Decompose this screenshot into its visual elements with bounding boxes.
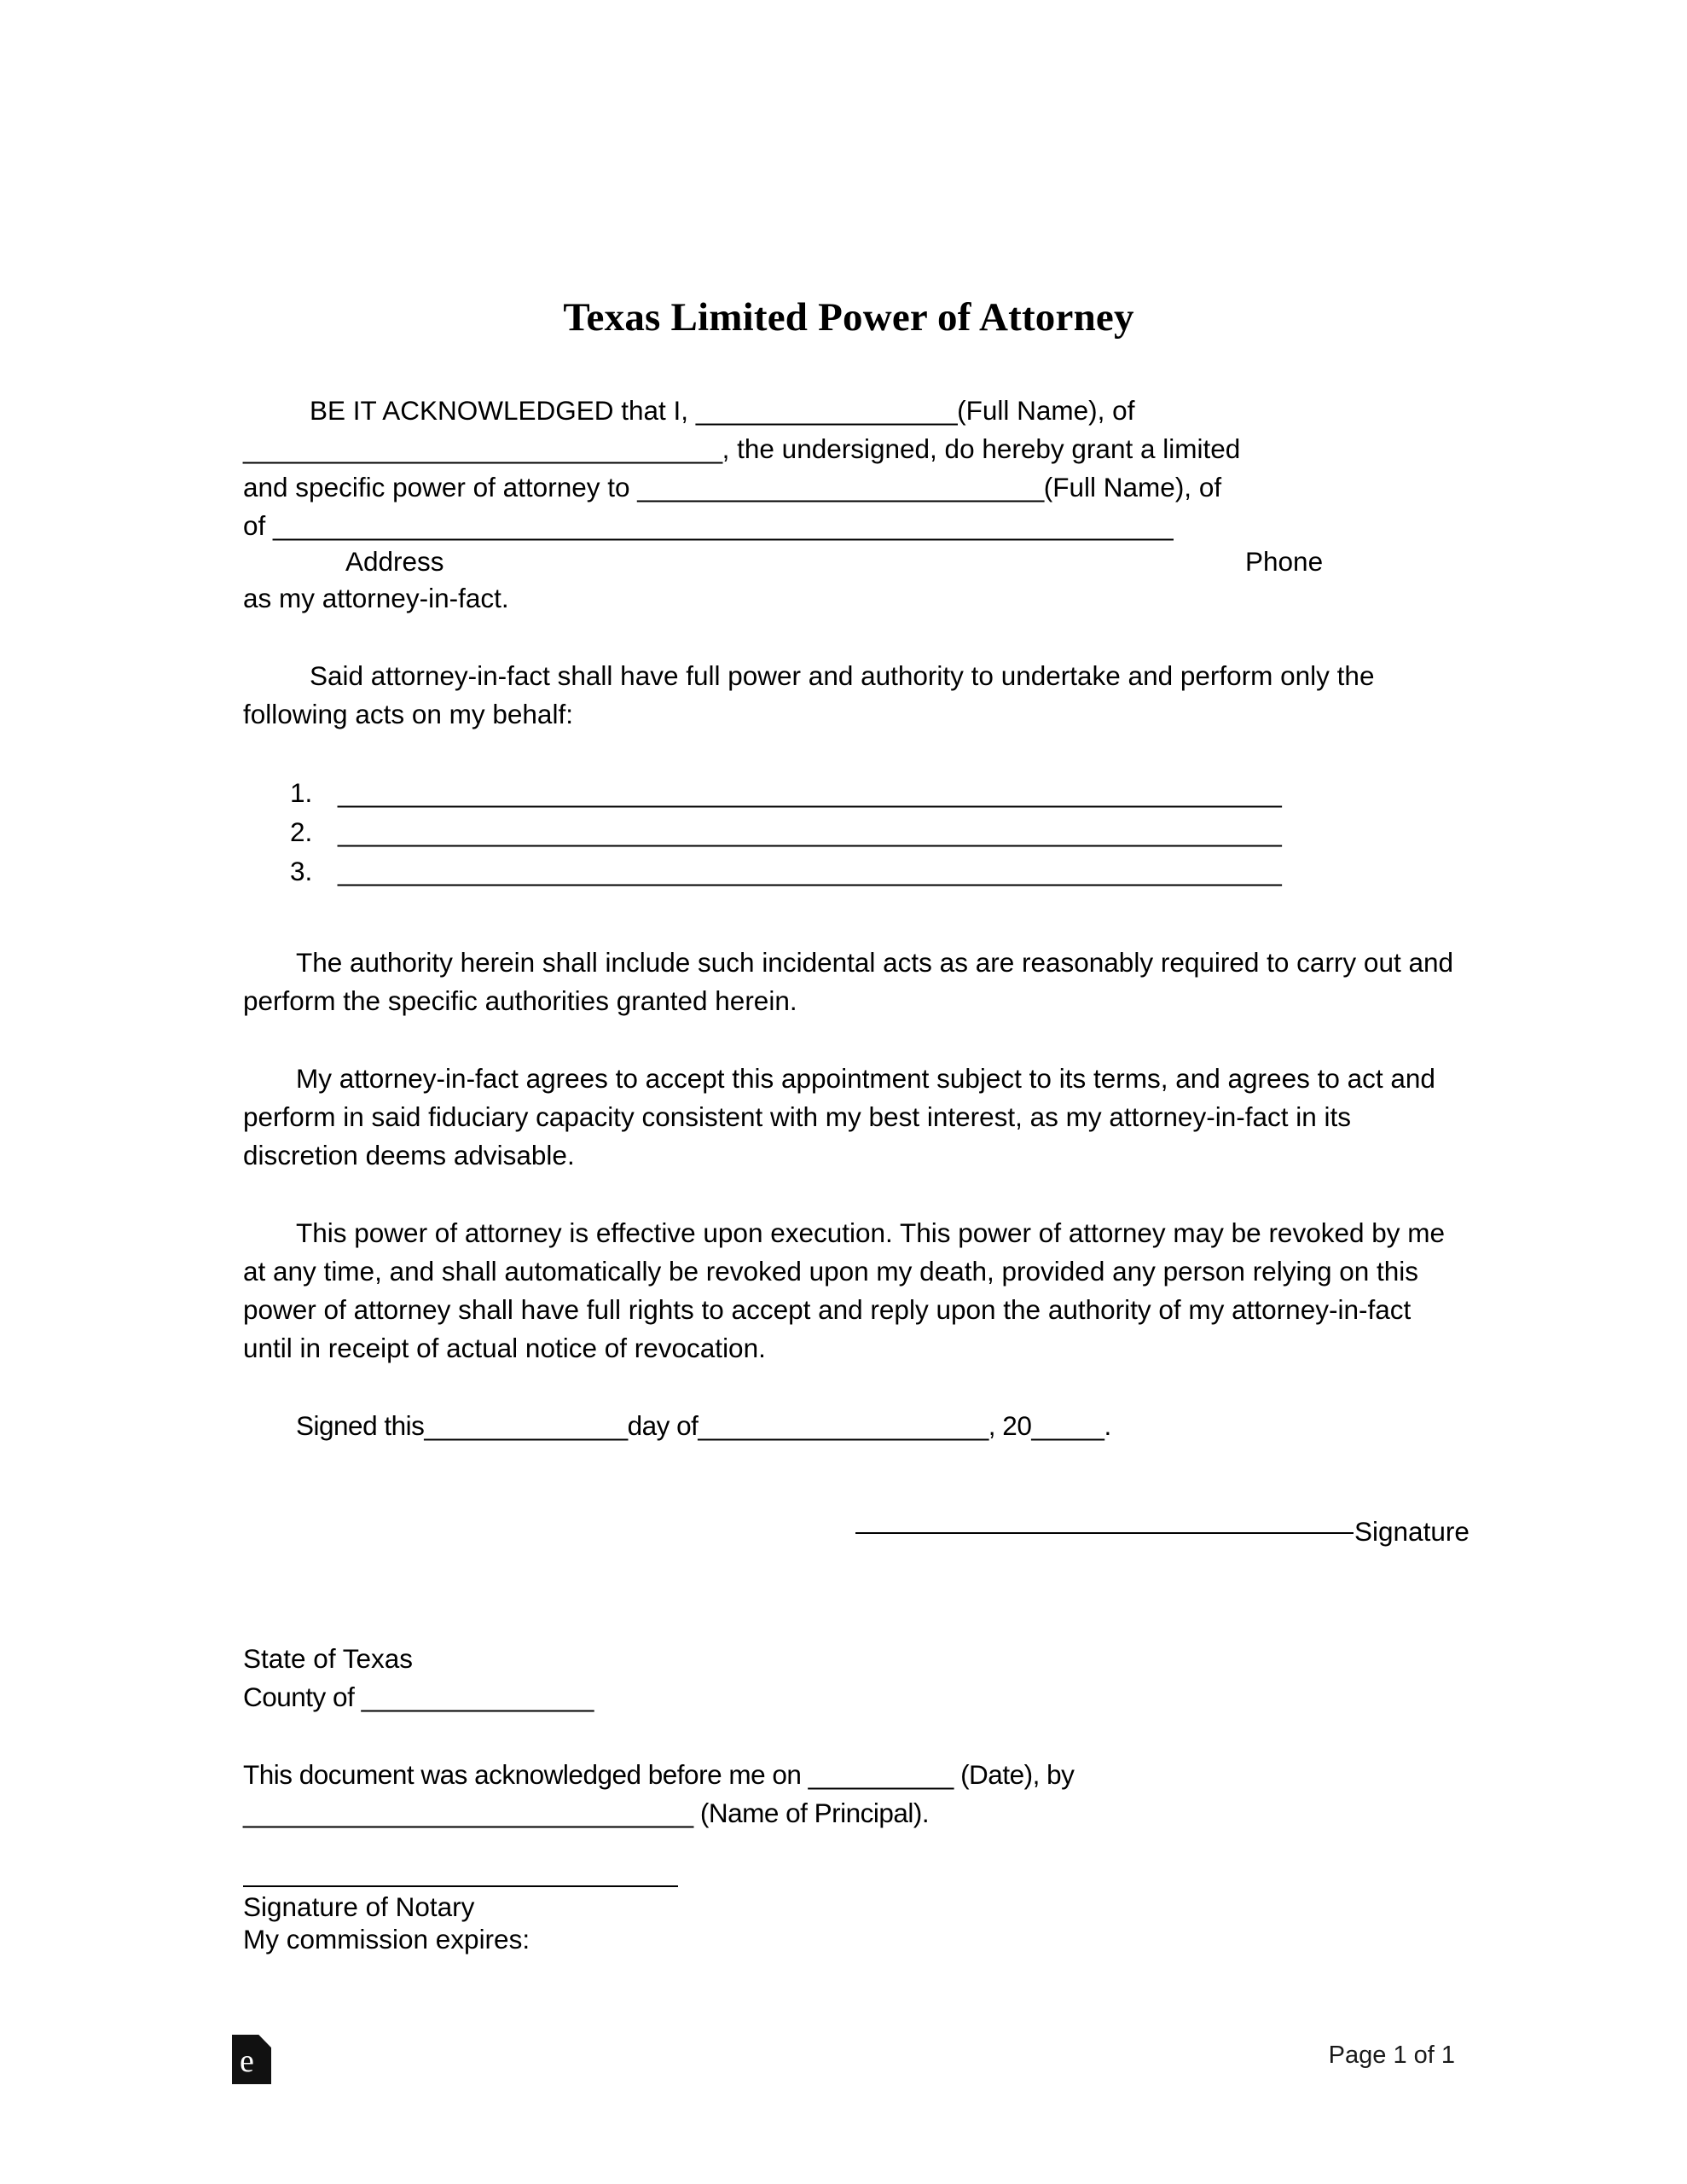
list-item-number: 3. — [290, 856, 313, 886]
agent-address-phone-blank: ______________________________________________________________ — [273, 510, 1174, 541]
signed-date-line — [243, 1407, 1454, 1445]
list-item-number: 2. — [290, 816, 313, 847]
spacer — [243, 1716, 1454, 1756]
authority-paragraph — [243, 657, 1454, 734]
list-item — [243, 812, 1454, 851]
ack-line2-post: , the undersigned, do hereby grant a limited — [722, 433, 1241, 464]
spacer — [243, 1020, 1454, 1060]
spacer — [243, 1175, 1454, 1214]
signed-date-text: Signed this______________day of____________________, 20_____. — [296, 1410, 1111, 1441]
ack-line3-pre: and specific power of attorney to — [243, 472, 638, 502]
acts-list — [243, 773, 1454, 891]
act-blank-3: _________________________________________________________________ — [338, 856, 1282, 886]
revocation-paragraph — [243, 1214, 1454, 1368]
page-footer — [0, 2035, 1687, 2137]
signature-line — [855, 1532, 1354, 1534]
eforms-logo-icon — [232, 2035, 276, 2088]
acceptance-text: My attorney-in-fact agrees to accept this appointment subject to its terms, and agrees to act and perform in said fiduciary capacity consistent with my best interest, as my attorney-in-fact in its discretion deems advisable. — [243, 1063, 1435, 1170]
incidental-acts-text: The authority herein shall include such incidental acts as are reasonably required to carry out and perform the specific authorities granted herein. — [243, 947, 1454, 1016]
acceptance-paragraph — [243, 1060, 1454, 1175]
principal-name-blank: __________________ — [695, 395, 958, 426]
spacer — [243, 1368, 1454, 1407]
attorney-in-fact-line: as my attorney-in-fact. — [243, 583, 509, 613]
spacer — [243, 1445, 1454, 1498]
logo-letter: e — [240, 2043, 254, 2079]
notary-signature-line — [243, 1885, 678, 1887]
signature-row — [243, 1498, 1470, 1548]
authority-paragraph-text: Said attorney-in-fact shall have full power and authority to undertake and perform only the following acts on my behalf: — [243, 660, 1375, 729]
agent-name-blank: ____________________________ — [637, 472, 1044, 502]
acknowledgement-paragraph — [243, 392, 1454, 545]
commission-expires-label: My commission expires: — [243, 1924, 530, 1955]
revocation-text: This power of attorney is effective upon execution. This power of attorney may be revoked by me at any time, and shall automatically be revoked upon my death, provided any person relying on this power of attorney shall have full rights to accept and reply upon the authority of my attorney-in-fact until in receipt of actual notice of revocation. — [243, 1217, 1446, 1363]
list-item — [243, 773, 1454, 812]
page-number: Page 1 of 1 — [1328, 2042, 1455, 2069]
acknowledgement-line-1: This document was acknowledged before me on __________ (Date), by — [243, 1759, 1075, 1790]
notary-block — [243, 1640, 1454, 1955]
list-item-number: 1. — [290, 777, 313, 808]
ack-line1-post: (Full Name), of — [957, 395, 1135, 426]
county-line: County of ________________ — [243, 1682, 594, 1712]
state-line: State of Texas — [243, 1643, 414, 1674]
spacer — [243, 891, 1454, 944]
address-phone-labels — [243, 545, 1454, 579]
document-body — [243, 294, 1470, 1955]
spacer — [243, 1600, 1454, 1640]
act-blank-2: _________________________________________________________________ — [338, 816, 1282, 847]
acknowledgement-line-2: _______________________________ (Name of Principal). — [243, 1798, 930, 1828]
notary-signature-label: Signature of Notary — [243, 1891, 475, 1922]
page-title: Texas Limited Power of Attorney — [563, 295, 1134, 340]
ack-line1-pre: BE IT ACKNOWLEDGED that I, — [310, 395, 696, 426]
ack-line4-pre: of — [243, 510, 274, 541]
signature-label: Signature — [1354, 1516, 1470, 1547]
incidental-acts-paragraph — [243, 944, 1454, 1020]
list-item — [243, 851, 1454, 891]
principal-address-blank: _________________________________ — [243, 433, 722, 464]
phone-label: Phone — [1245, 546, 1324, 577]
act-blank-1: _________________________________________________________________ — [338, 777, 1282, 808]
spacer — [243, 1833, 1454, 1885]
spacer — [243, 1548, 1454, 1600]
ack-line3-post: (Full Name), of — [1043, 472, 1222, 502]
spacer — [243, 734, 1454, 773]
address-label: Address — [345, 546, 444, 577]
spacer — [243, 618, 1454, 657]
